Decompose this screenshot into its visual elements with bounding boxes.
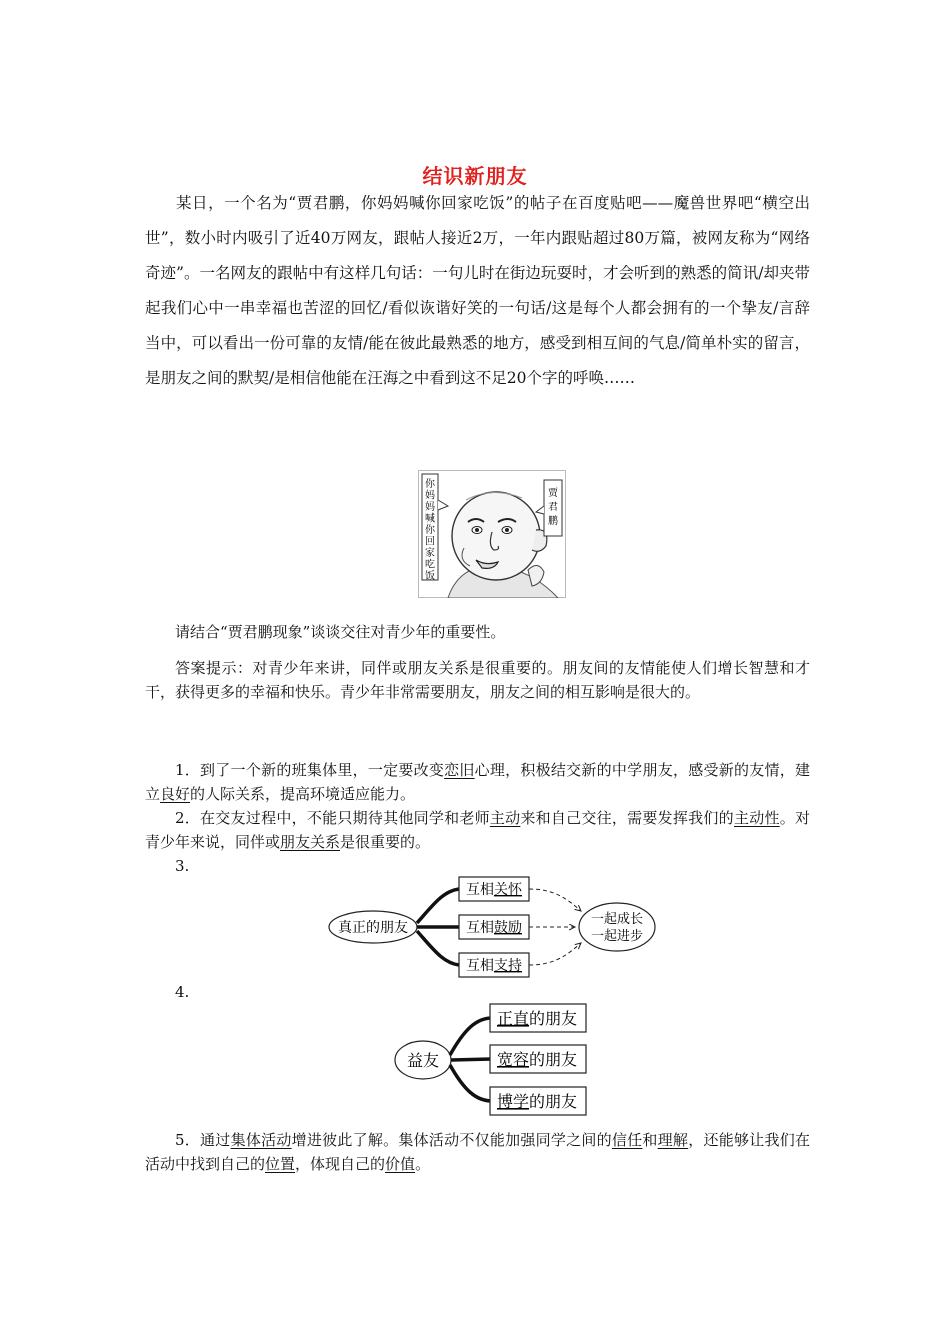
story-paragraph bbox=[145, 186, 810, 396]
result-label-grow: 一起成长 bbox=[590, 912, 644, 927]
svg-text:正直的朋友: 正直的朋友 bbox=[497, 1009, 578, 1028]
item-1-text bbox=[145, 758, 810, 806]
result-label-progress: 一起进步 bbox=[590, 929, 644, 944]
bubble-char: 妈 bbox=[425, 490, 435, 502]
item-1-answer: 良好 bbox=[160, 785, 191, 803]
item-5-part: ，体现自己的 bbox=[295, 1155, 386, 1173]
bubble-char: 你 bbox=[425, 525, 435, 536]
diagram-center-label: 益友 bbox=[406, 1051, 440, 1070]
item-5-part: 。 bbox=[415, 1155, 431, 1173]
item-5-answer: 价值 bbox=[385, 1155, 416, 1173]
box-caring bbox=[459, 877, 529, 901]
story-text: 某日，一个名为“贾君鹏，你妈妈喊你回家吃饭”的帖子在百度贴吧——魔兽世界吧“横空出世”，数小时内吸引了近40万网友，跟帖人接近2万，一年内跟贴超过80万篇，被网友称为“网络奇迹”。一名网友的跟帖中有这样几句话：一句儿时在街边玩耍时，才会听到的熟悉的简讯/却夹带起我们心中一串幸福也苦涩的回忆/看似诙谐好笑的一句话/这是每个人都会拥有的一个挚友/言辞当中，可以看出一份可靠的友情/能在彼此最熟悉的地方，感受到相互间的气息/简单朴实的留言，是朋友之间的默契/是相信他能在汪海之中看到这不足20个字的呼唤…… bbox=[145, 194, 810, 387]
cartoon-illustration bbox=[418, 470, 566, 598]
item-1-part: 心理，积极结交新的中学朋友，感受新的友情，建立 bbox=[145, 761, 810, 803]
answer-hint bbox=[145, 656, 810, 704]
bubble-char: 妈 bbox=[425, 502, 435, 513]
item-5-text bbox=[145, 1128, 810, 1176]
svg-text:互相支持: 互相支持 bbox=[466, 958, 522, 974]
svg-text:宽容的朋友: 宽容的朋友 bbox=[497, 1050, 578, 1069]
page-title: 结识新朋友 bbox=[422, 164, 528, 188]
item-2-answer: 朋友关系 bbox=[280, 833, 341, 851]
question-text: 请结合“贾君鹏现象”谈谈交往对青少年的重要性。 bbox=[175, 623, 506, 641]
item-5-answer: 理解 bbox=[657, 1131, 689, 1149]
bubble-char: 君 bbox=[548, 502, 558, 513]
item-2-text bbox=[145, 806, 810, 854]
item-2-answer: 主动性 bbox=[733, 809, 780, 827]
item-5-part: 5．通过 bbox=[175, 1131, 231, 1149]
diagram-center-label: 真正的朋友 bbox=[338, 920, 408, 936]
right-bubble-text bbox=[548, 487, 559, 527]
item-2-part: 2．在交友过程中，不能只期待其他同学和老师 bbox=[175, 809, 490, 827]
box-encouraging bbox=[459, 915, 529, 939]
svg-text:互相关怀: 互相关怀 bbox=[466, 882, 522, 898]
box-tolerant-friend bbox=[490, 1045, 586, 1073]
bubble-char: 鹏 bbox=[548, 516, 558, 527]
left-bubble-text bbox=[425, 477, 436, 582]
item-5-answer: 集体活动 bbox=[230, 1131, 292, 1149]
item-5-answer: 位置 bbox=[265, 1155, 296, 1173]
item-2-part: 来和自己交往，需要发挥我们的 bbox=[520, 809, 734, 827]
bubble-char: 饭 bbox=[425, 571, 435, 582]
bubble-char: 回 bbox=[425, 536, 435, 548]
good-friend-diagram bbox=[390, 1000, 600, 1120]
item-5-part: 增进彼此了解。集体活动不仅能加强同学之间的 bbox=[291, 1131, 612, 1149]
item-3-number: 3. bbox=[175, 857, 190, 875]
item-4-number: 4. bbox=[175, 983, 190, 1001]
item-1 bbox=[145, 758, 810, 806]
answer-text: 答案提示：对青少年来讲，同伴或朋友关系是很重要的。朋友间的友情能使人们增长智慧和才干，获得更多的幸福和快乐。青少年非常需要朋友，朋友之间的相互影响是很大的。 bbox=[145, 659, 810, 701]
item-2-answer: 主动 bbox=[489, 809, 521, 827]
question bbox=[145, 620, 810, 644]
item-2-part: 。对青少年来说，同伴或 bbox=[145, 809, 810, 851]
friendship-diagram bbox=[325, 875, 660, 980]
item-5-answer: 信任 bbox=[611, 1131, 643, 1149]
item-1-answer: 恋旧 bbox=[444, 761, 475, 779]
bubble-char: 家 bbox=[425, 548, 435, 559]
item-5-part: 和 bbox=[642, 1131, 658, 1149]
box-upright-friend bbox=[490, 1004, 586, 1032]
item-2-part: 是很重要的。 bbox=[340, 833, 431, 851]
bubble-char: 你 bbox=[425, 479, 435, 490]
box-learned-friend bbox=[490, 1087, 586, 1115]
box-supporting bbox=[459, 953, 529, 977]
svg-text:互相鼓励: 互相鼓励 bbox=[466, 920, 522, 936]
bubble-char: 吃 bbox=[425, 559, 435, 571]
item-5-part: ，还能够让我们在活动中找到自己的 bbox=[145, 1131, 810, 1173]
item-2 bbox=[145, 806, 810, 854]
bubble-char: 贾 bbox=[548, 488, 558, 499]
svg-text:博学的朋友: 博学的朋友 bbox=[497, 1092, 578, 1111]
item-5 bbox=[145, 1128, 810, 1176]
item-1-part: 的人际关系，提高环境适应能力。 bbox=[190, 785, 416, 803]
item-1-part: 1．到了一个新的班集体里，一定要改变 bbox=[175, 761, 445, 779]
bubble-char: 喊 bbox=[425, 513, 435, 525]
